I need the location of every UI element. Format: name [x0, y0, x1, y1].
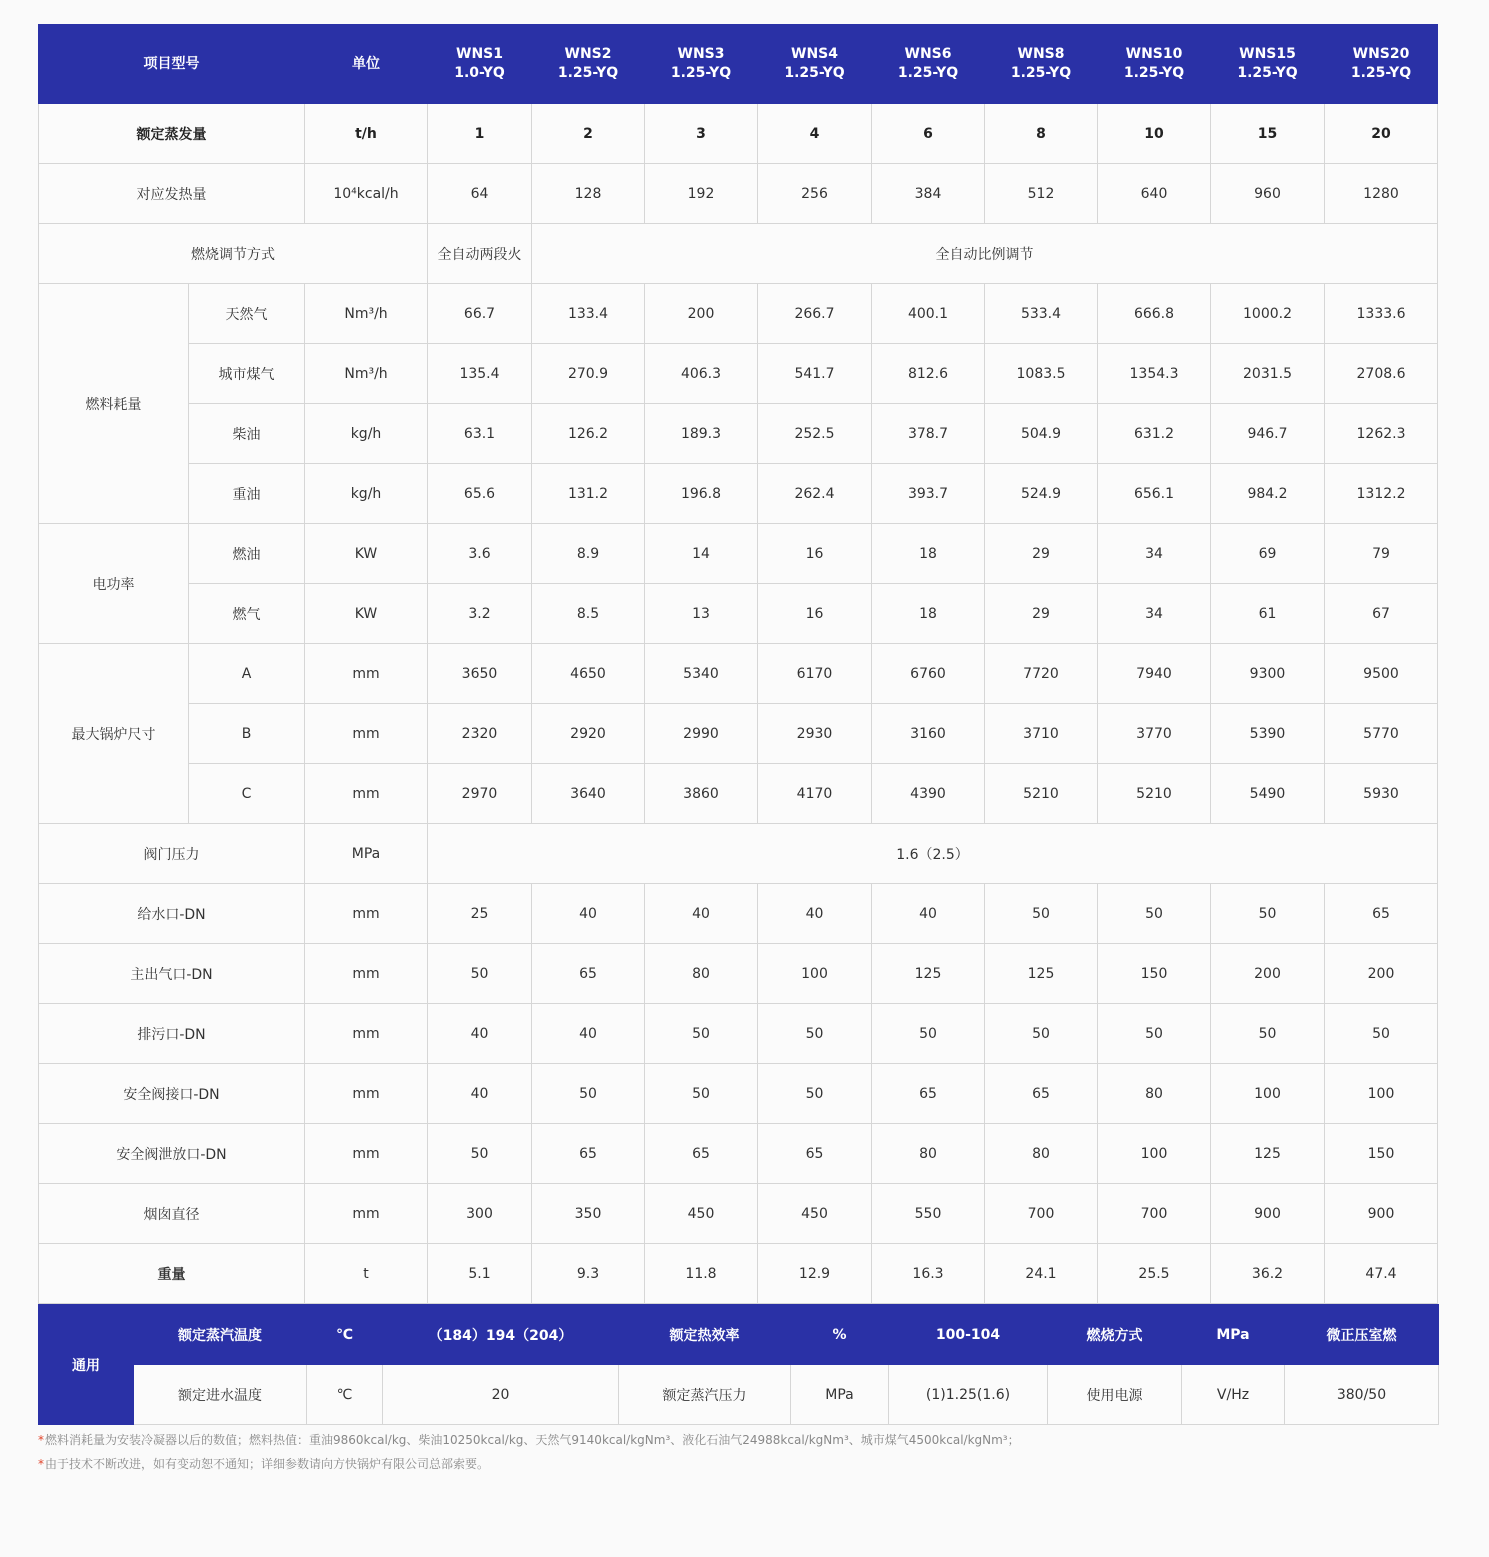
value-cell: 3640: [532, 764, 645, 824]
value-cell: 61: [1211, 584, 1325, 644]
value-cell: 50: [645, 1004, 758, 1064]
asterisk: *: [38, 1433, 44, 1447]
general-table: [38, 1304, 1439, 1425]
value-cell: 80: [985, 1124, 1098, 1184]
footnote-text: 由于技术不断改进，如有变动恕不通知；详细参数请向方快锅炉有限公司总部索要。: [45, 1457, 490, 1471]
value-cell: 133.4: [532, 284, 645, 344]
value-cell: 900: [1211, 1184, 1325, 1244]
sub-label: 重油: [189, 464, 305, 524]
valve-pressure-row: [39, 824, 1438, 884]
value-cell: 150: [1098, 944, 1211, 1004]
value-cell: 50: [1211, 1004, 1325, 1064]
value-cell: 3650: [428, 644, 532, 704]
asterisk: *: [38, 1457, 44, 1471]
value-cell: 7940: [1098, 644, 1211, 704]
value-cell: 15: [1211, 104, 1325, 164]
value-cell: 2970: [428, 764, 532, 824]
value-cell: 12.9: [758, 1244, 872, 1304]
value-cell: 350: [532, 1184, 645, 1244]
row-unit: mm: [305, 1184, 428, 1244]
steam-temp-label: 额定蒸汽温度: [134, 1305, 307, 1365]
value-cell: 34: [1098, 524, 1211, 584]
value-cell: 533.4: [985, 284, 1098, 344]
steam-temp-unit: ℃: [307, 1305, 383, 1365]
inlet-temp-value: 20: [383, 1365, 619, 1425]
value-cell: 4: [758, 104, 872, 164]
value-cell: 900: [1325, 1184, 1438, 1244]
value-cell: 50: [1098, 1004, 1211, 1064]
power-source-value: 380/50: [1285, 1365, 1439, 1425]
value-cell: 524.9: [985, 464, 1098, 524]
value-cell: 384: [872, 164, 985, 224]
spec-table: [38, 24, 1438, 1304]
value-cell: 50: [1098, 884, 1211, 944]
boiler-size-row: [39, 644, 1438, 704]
footnote-2: [38, 1452, 1020, 1476]
value-cell: 946.7: [1211, 404, 1325, 464]
sub-label: 柴油: [189, 404, 305, 464]
value-cell: 20: [1325, 104, 1438, 164]
value-cell: 25.5: [1098, 1244, 1211, 1304]
value-cell: 2920: [532, 704, 645, 764]
value-cell: 7720: [985, 644, 1098, 704]
group-label: 最大锅炉尺寸: [39, 644, 189, 824]
value-cell: 65: [758, 1124, 872, 1184]
row-unit: KW: [305, 584, 428, 644]
value-cell: 1262.3: [1325, 404, 1438, 464]
value-cell: 65: [532, 1124, 645, 1184]
weight-row: [39, 1244, 1438, 1304]
model-header: WNS10 1.25-YQ: [1098, 25, 1211, 104]
value-cell: 4390: [872, 764, 985, 824]
value-cell: 3.2: [428, 584, 532, 644]
value-cell: 200: [1325, 944, 1438, 1004]
value-cell: 550: [872, 1184, 985, 1244]
row-unit: MPa: [305, 824, 428, 884]
value-cell: 135.4: [428, 344, 532, 404]
value-cell: 256: [758, 164, 872, 224]
value-cell: 65.6: [428, 464, 532, 524]
value-cell: 65: [985, 1064, 1098, 1124]
general-row-2: [39, 1365, 1439, 1425]
row-label: 烟囱直径: [39, 1184, 305, 1244]
general-row-1: [39, 1305, 1439, 1365]
efficiency-value: 100-104: [889, 1305, 1048, 1365]
electric-power-row: [39, 584, 1438, 644]
row-unit: t/h: [305, 104, 428, 164]
row-unit: mm: [305, 704, 428, 764]
value-cell: 50: [1211, 884, 1325, 944]
sub-label: A: [189, 644, 305, 704]
fuel-consumption-row: [39, 464, 1438, 524]
value-cell: 5930: [1325, 764, 1438, 824]
burn-unit: MPa: [1182, 1305, 1285, 1365]
value-cell: 40: [428, 1064, 532, 1124]
value-cell: 50: [758, 1064, 872, 1124]
value-cell: 1280: [1325, 164, 1438, 224]
group-label: 燃料耗量: [39, 284, 189, 524]
value-cell: 40: [532, 1004, 645, 1064]
project-header: 项目型号: [39, 25, 305, 104]
value-cell: 700: [1098, 1184, 1211, 1244]
value-cell: 50: [1325, 1004, 1438, 1064]
value-cell: 6: [872, 104, 985, 164]
value-cell: 1: [428, 104, 532, 164]
value-cell: 4650: [532, 644, 645, 704]
value-cell: 6760: [872, 644, 985, 704]
value-cell: 14: [645, 524, 758, 584]
value-cell: 541.7: [758, 344, 872, 404]
feed-water-row: [39, 884, 1438, 944]
row-label: 燃烧调节方式: [39, 224, 428, 284]
footnotes: [38, 1428, 1020, 1476]
steam-temp-value: （184）194（204）: [383, 1305, 619, 1365]
value-cell: 11.8: [645, 1244, 758, 1304]
row-label: 对应发热量: [39, 164, 305, 224]
model-header: WNS2 1.25-YQ: [532, 25, 645, 104]
value-cell: 2320: [428, 704, 532, 764]
sub-label: B: [189, 704, 305, 764]
value-cell: 5.1: [428, 1244, 532, 1304]
value-cell: 2031.5: [1211, 344, 1325, 404]
row-unit: mm: [305, 764, 428, 824]
value-cell: 80: [1098, 1064, 1211, 1124]
value-cell: 812.6: [872, 344, 985, 404]
value-cell: 300: [428, 1184, 532, 1244]
pressure-label: 额定蒸汽压力: [619, 1365, 791, 1425]
row-label: 额定蒸发量: [39, 104, 305, 164]
value-cell: 378.7: [872, 404, 985, 464]
value-cell: 504.9: [985, 404, 1098, 464]
sub-label: C: [189, 764, 305, 824]
valve-pressure-value: 1.6（2.5）: [428, 824, 1438, 884]
value-cell: 1000.2: [1211, 284, 1325, 344]
value-cell: 189.3: [645, 404, 758, 464]
value-cell: 50: [872, 1004, 985, 1064]
row-unit: mm: [305, 884, 428, 944]
value-cell: 50: [985, 884, 1098, 944]
pressure-unit: MPa: [791, 1365, 889, 1425]
value-cell: 4170: [758, 764, 872, 824]
value-cell: 393.7: [872, 464, 985, 524]
value-cell: 100: [758, 944, 872, 1004]
model-header: WNS4 1.25-YQ: [758, 25, 872, 104]
value-cell: 1083.5: [985, 344, 1098, 404]
footnote-1: [38, 1428, 1020, 1452]
model-header: WNS3 1.25-YQ: [645, 25, 758, 104]
value-cell: 5210: [1098, 764, 1211, 824]
power-source-unit: V/Hz: [1182, 1365, 1285, 1425]
footnote-text: 燃料消耗量为安装冷凝器以后的数值；燃料热值：重油9860kcal/kg、柴油10250kcal/kg、天然气9140kcal/kgNm³、液化石油气24988kcal/kgNm³、城市煤气4500kcal/kgNm³；: [45, 1433, 1020, 1447]
value-cell: 9500: [1325, 644, 1438, 704]
value-cell: 984.2: [1211, 464, 1325, 524]
model-header: WNS6 1.25-YQ: [872, 25, 985, 104]
value-cell: 192: [645, 164, 758, 224]
row-unit: mm: [305, 644, 428, 704]
value-cell: 1354.3: [1098, 344, 1211, 404]
value-cell: 24.1: [985, 1244, 1098, 1304]
value-cell: 2990: [645, 704, 758, 764]
value-cell: 69: [1211, 524, 1325, 584]
row-unit: Nm³/h: [305, 284, 428, 344]
value-cell: 1312.2: [1325, 464, 1438, 524]
value-cell: 2708.6: [1325, 344, 1438, 404]
model-header: WNS1 1.0-YQ: [428, 25, 532, 104]
sub-label: 天然气: [189, 284, 305, 344]
blowdown-row: [39, 1004, 1438, 1064]
model-header: WNS20 1.25-YQ: [1325, 25, 1438, 104]
value-cell: 100: [1211, 1064, 1325, 1124]
value-cell: 1333.6: [1325, 284, 1438, 344]
value-cell: 40: [758, 884, 872, 944]
burn-value: 微正压室燃: [1285, 1305, 1439, 1365]
electric-power-row: [39, 524, 1438, 584]
value-cell: 50: [645, 1064, 758, 1124]
value-cell: 29: [985, 584, 1098, 644]
row-label: 排污口-DN: [39, 1004, 305, 1064]
value-cell: 150: [1325, 1124, 1438, 1184]
value-cell: 65: [645, 1124, 758, 1184]
row-unit: mm: [305, 1064, 428, 1124]
model-header: WNS15 1.25-YQ: [1211, 25, 1325, 104]
row-label: 主出气口-DN: [39, 944, 305, 1004]
value-cell: 2: [532, 104, 645, 164]
value-cell: 700: [985, 1184, 1098, 1244]
value-cell: 40: [428, 1004, 532, 1064]
value-cell: 50: [532, 1064, 645, 1124]
row-label: 给水口-DN: [39, 884, 305, 944]
value-cell: 47.4: [1325, 1244, 1438, 1304]
value-cell: 126.2: [532, 404, 645, 464]
value-cell: 450: [758, 1184, 872, 1244]
row-unit: mm: [305, 1124, 428, 1184]
value-cell: 8.5: [532, 584, 645, 644]
value-cell: 64: [428, 164, 532, 224]
fuel-consumption-row: [39, 404, 1438, 464]
sub-label: 燃油: [189, 524, 305, 584]
value-cell: 2930: [758, 704, 872, 764]
value-cell: 125: [872, 944, 985, 1004]
value-cell: 16: [758, 584, 872, 644]
value-cell: 40: [872, 884, 985, 944]
value-cell: 200: [1211, 944, 1325, 1004]
row-unit: mm: [305, 1004, 428, 1064]
value-cell: 3710: [985, 704, 1098, 764]
value-cell: 8: [985, 104, 1098, 164]
value-cell: 196.8: [645, 464, 758, 524]
boiler-size-row: [39, 704, 1438, 764]
value-cell: 5490: [1211, 764, 1325, 824]
row-unit: Nm³/h: [305, 344, 428, 404]
value-cell: 631.2: [1098, 404, 1211, 464]
general-label: 通用: [39, 1305, 134, 1425]
value-cell: 640: [1098, 164, 1211, 224]
value-cell: 63.1: [428, 404, 532, 464]
value-cell: 131.2: [532, 464, 645, 524]
combustion-mode-row: [39, 224, 1438, 284]
value-cell: 50: [428, 1124, 532, 1184]
value-cell: 262.4: [758, 464, 872, 524]
value-cell: 16: [758, 524, 872, 584]
value-cell: 10: [1098, 104, 1211, 164]
value-cell: 65: [532, 944, 645, 1004]
combustion-mode-a: 全自动两段火: [428, 224, 532, 284]
header-row: [39, 25, 1438, 104]
value-cell: 8.9: [532, 524, 645, 584]
group-label: 电功率: [39, 524, 189, 644]
row-unit: kg/h: [305, 464, 428, 524]
value-cell: 3.6: [428, 524, 532, 584]
value-cell: 5390: [1211, 704, 1325, 764]
value-cell: 3160: [872, 704, 985, 764]
value-cell: 40: [532, 884, 645, 944]
boiler-size-row: [39, 764, 1438, 824]
value-cell: 5340: [645, 644, 758, 704]
pressure-value: (1)1.25(1.6): [889, 1365, 1048, 1425]
value-cell: 270.9: [532, 344, 645, 404]
efficiency-unit: %: [791, 1305, 889, 1365]
value-cell: 25: [428, 884, 532, 944]
value-cell: 125: [1211, 1124, 1325, 1184]
value-cell: 65: [872, 1064, 985, 1124]
value-cell: 65: [1325, 884, 1438, 944]
value-cell: 50: [985, 1004, 1098, 1064]
value-cell: 3860: [645, 764, 758, 824]
efficiency-label: 额定热效率: [619, 1305, 791, 1365]
row-unit: t: [305, 1244, 428, 1304]
row-unit: kg/h: [305, 404, 428, 464]
value-cell: 266.7: [758, 284, 872, 344]
value-cell: 252.5: [758, 404, 872, 464]
value-cell: 100: [1098, 1124, 1211, 1184]
sub-label: 城市煤气: [189, 344, 305, 404]
power-source-label: 使用电源: [1048, 1365, 1182, 1425]
value-cell: 80: [872, 1124, 985, 1184]
value-cell: 13: [645, 584, 758, 644]
value-cell: 406.3: [645, 344, 758, 404]
value-cell: 36.2: [1211, 1244, 1325, 1304]
fuel-consumption-row: [39, 344, 1438, 404]
safety-valve-row: [39, 1064, 1438, 1124]
value-cell: 3770: [1098, 704, 1211, 764]
inlet-temp-label: 额定进水温度: [134, 1365, 307, 1425]
value-cell: 40: [645, 884, 758, 944]
value-cell: 18: [872, 524, 985, 584]
value-cell: 100: [1325, 1064, 1438, 1124]
row-label: 阀门压力: [39, 824, 305, 884]
safety-vent-row: [39, 1124, 1438, 1184]
value-cell: 5770: [1325, 704, 1438, 764]
row-label: 安全阀泄放口-DN: [39, 1124, 305, 1184]
value-cell: 128: [532, 164, 645, 224]
value-cell: 3: [645, 104, 758, 164]
row-label: 安全阀接口-DN: [39, 1064, 305, 1124]
combustion-mode-b: 全自动比例调节: [532, 224, 1438, 284]
value-cell: 18: [872, 584, 985, 644]
chimney-row: [39, 1184, 1438, 1244]
value-cell: 666.8: [1098, 284, 1211, 344]
row-unit: KW: [305, 524, 428, 584]
model-header: WNS8 1.25-YQ: [985, 25, 1098, 104]
value-cell: 50: [758, 1004, 872, 1064]
value-cell: 125: [985, 944, 1098, 1004]
value-cell: 79: [1325, 524, 1438, 584]
burn-label: 燃烧方式: [1048, 1305, 1182, 1365]
heat-output-row: [39, 164, 1438, 224]
value-cell: 450: [645, 1184, 758, 1244]
main-steam-outlet-row: [39, 944, 1438, 1004]
value-cell: 200: [645, 284, 758, 344]
value-cell: 5210: [985, 764, 1098, 824]
value-cell: 66.7: [428, 284, 532, 344]
value-cell: 16.3: [872, 1244, 985, 1304]
unit-header: 单位: [305, 25, 428, 104]
fuel-consumption-row: [39, 284, 1438, 344]
value-cell: 9300: [1211, 644, 1325, 704]
value-cell: 400.1: [872, 284, 985, 344]
value-cell: 29: [985, 524, 1098, 584]
value-cell: 80: [645, 944, 758, 1004]
value-cell: 9.3: [532, 1244, 645, 1304]
value-cell: 960: [1211, 164, 1325, 224]
row-unit: 10⁴kcal/h: [305, 164, 428, 224]
value-cell: 6170: [758, 644, 872, 704]
value-cell: 50: [428, 944, 532, 1004]
row-label: 重量: [39, 1244, 305, 1304]
value-cell: 67: [1325, 584, 1438, 644]
value-cell: 656.1: [1098, 464, 1211, 524]
rated-evaporation-row: [39, 104, 1438, 164]
sub-label: 燃气: [189, 584, 305, 644]
inlet-temp-unit: ℃: [307, 1365, 383, 1425]
value-cell: 512: [985, 164, 1098, 224]
row-unit: mm: [305, 944, 428, 1004]
value-cell: 34: [1098, 584, 1211, 644]
